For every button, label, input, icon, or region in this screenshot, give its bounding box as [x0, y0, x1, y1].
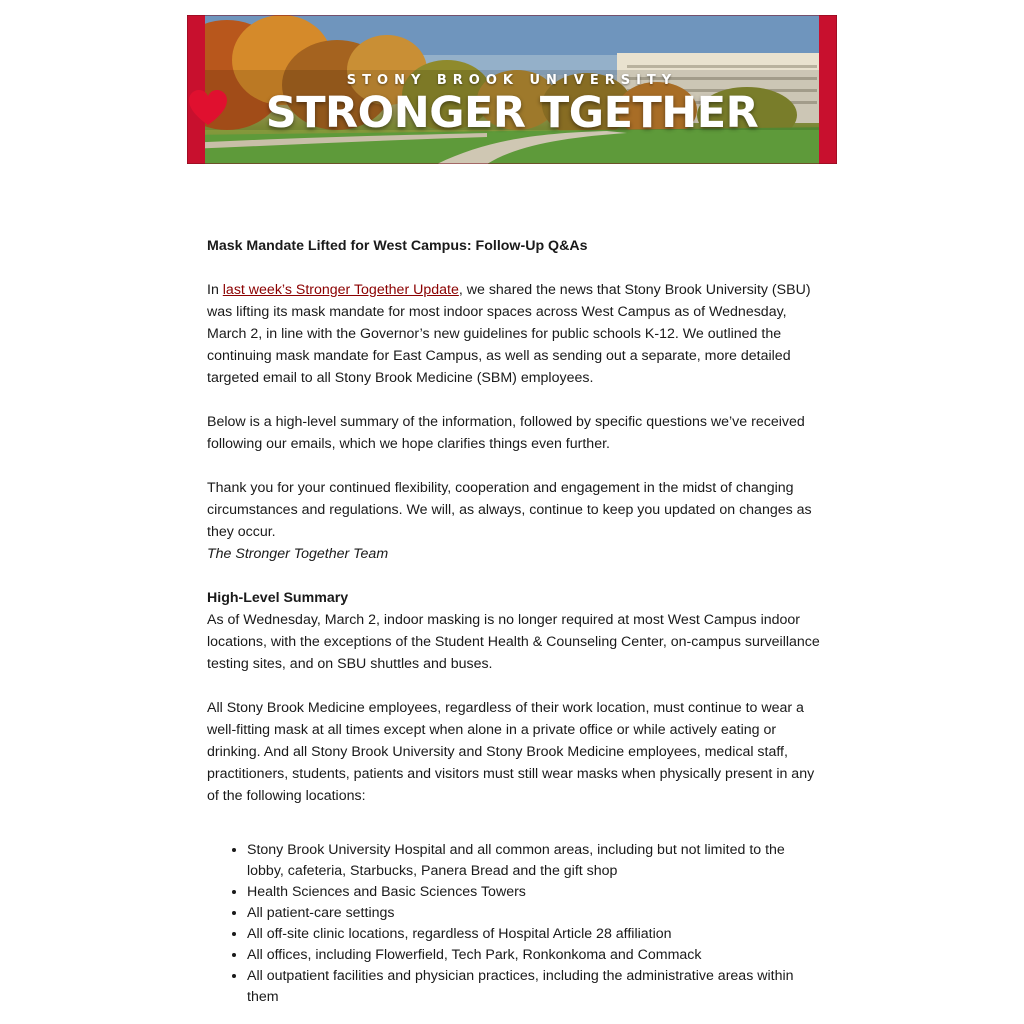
banner-title: [187, 89, 837, 137]
banner-title-end: GETHER: [568, 88, 759, 138]
summary-note-paragraph: Below is a high-level summary of the information, followed by specific questions we’ve received following our emails, which we hope clarifies things even further.: [207, 414, 805, 452]
summary-paragraph-1: As of Wednesday, March 2, indoor masking is no longer required at most West Campus indoor locations, with the exceptions of the Student Health & Counseling Center, on-campus surveillance testing sites, and on SBU shuttles and buses.: [207, 612, 820, 672]
list-item: • All outpatient facilities and physician practices, including the administrative areas within them: [247, 966, 822, 1008]
section-title-summary: High-Level Summary: [207, 590, 349, 606]
banner-kicker: STONY BROOK UNIVERSITY: [346, 73, 678, 88]
intro-body: , we shared the news that Stony Brook University (SBU) was lifting its mask mandate for most indoor spaces across West Campus as of Wednesday, March 2, in line with the Governor’s new guidelines for public schools K-12. We outlined the continuing mask mandate for East Campus, as well as sending out a separate, more detailed targeted email to all Stony Brook Medicine (SBM) employees.: [207, 282, 811, 386]
intro-paragraph: [207, 279, 822, 389]
mask-locations-list: [207, 840, 822, 1008]
last-week-update-link[interactable]: last week’s Stronger Together Update: [222, 282, 459, 298]
article-headline: Mask Mandate Lifted for West Campus: Follow-Up Q&As: [207, 238, 588, 254]
thanks-paragraph: Thank you for your continued flexibility, cooperation and engagement in the midst of changing circumstances and regulations. We will, as always, continue to keep you updated on changes as they occur.: [207, 480, 812, 540]
signoff: The Stronger Together Team: [207, 546, 389, 562]
heart-icon: [188, 89, 228, 127]
article-content: [207, 235, 822, 1008]
list-item: • Stony Brook University Hospital and all common areas, including but not limited to the lobby, cafeteria, Starbucks, Panera Bread and the gift shop: [247, 840, 822, 882]
list-item: • Health Sciences and Basic Sciences Towers: [247, 882, 822, 903]
list-item: • All off-site clinic locations, regardless of Hospital Article 28 affiliation: [247, 924, 822, 945]
stronger-together-banner: [187, 15, 837, 164]
banner-title-start: STRONGER T: [265, 88, 569, 138]
list-item: • All patient-care settings: [247, 903, 822, 924]
summary-paragraph-2: All Stony Brook Medicine employees, regardless of their work location, must continue to wear a well-fitting mask at all times except when alone in a private office or while actively eating or drinking. And all Stony Brook University and Stony Brook Medicine employees, medical staff, practitioners, students, patients and visitors must still wear masks when physically present in any of the following locations:: [207, 700, 815, 804]
intro-lead: In: [207, 282, 223, 298]
list-item: • All offices, including Flowerfield, Tech Park, Ronkonkoma and Commack: [247, 945, 822, 966]
